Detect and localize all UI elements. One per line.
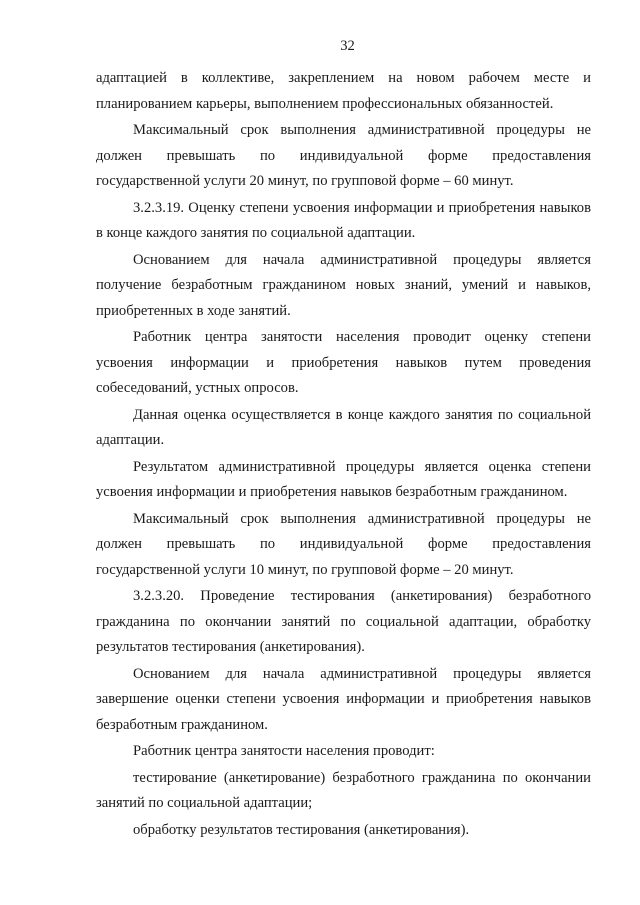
paragraph-time-limit-1: Максимальный срок выполнения административной процедуры не должен превышать по индивидуальной форме предоставления государственной услуги 20 минут, по групповой форме – 60 минут. <box>96 122 591 189</box>
paragraph-time-limit-2: Максимальный срок выполнения административной процедуры не должен превышать по индивидуальной форме предоставления государственной услуги 10 минут, по групповой форме – 20 минут. <box>96 510 591 578</box>
paragraph-testing: тестирование (анкетирование) безработного гражданина по окончании занятий по социальной адаптации; <box>96 769 591 811</box>
paragraph-result: Результатом административной процедуры является оценка степени усвоения информации и приобретения навыков безработным гражданином. <box>96 458 591 500</box>
page-number: 32 <box>340 38 355 54</box>
paragraph-assessment-timing: Данная оценка осуществляется в конце каждого занятия по социальной адаптации. <box>96 406 591 448</box>
paragraph-section-3-2-3-20: 3.2.3.20. Проведение тестирования (анкетирования) безработного гражданина по окончании занятий по социальной адаптации, обработку результатов тестирования (анкетирования). <box>96 588 591 655</box>
paragraph-section-3-2-3-19: 3.2.3.19. Оценку степени усвоения информации и приобретения навыков в конце каждого занятия по социальной адаптации. <box>96 199 591 241</box>
paragraph-worker-conducts: Работник центра занятости населения проводит: <box>133 743 435 759</box>
document-body <box>96 66 591 843</box>
paragraph-basis-1: Основанием для начала административной процедуры является получение безработным гражданином новых знаний, умений и навыков, приобретенных в ходе занятий. <box>96 251 591 319</box>
paragraph-processing: обработку результатов тестирования (анкетирования). <box>133 821 470 838</box>
paragraph-worker-assessment: Работник центра занятости населения проводит оценку степени усвоения информации и приобретения навыков путем проведения собеседований, устных опросов. <box>96 329 591 396</box>
paragraph-continuation: адаптацией в коллективе, закреплением на новом рабочем месте и планированием карьеры, выполнением профессиональных обязанностей. <box>96 70 591 112</box>
paragraph-basis-2: Основанием для начала административной процедуры является завершение оценки степени усвоения информации и приобретения навыков безработным гражданином. <box>96 665 591 733</box>
